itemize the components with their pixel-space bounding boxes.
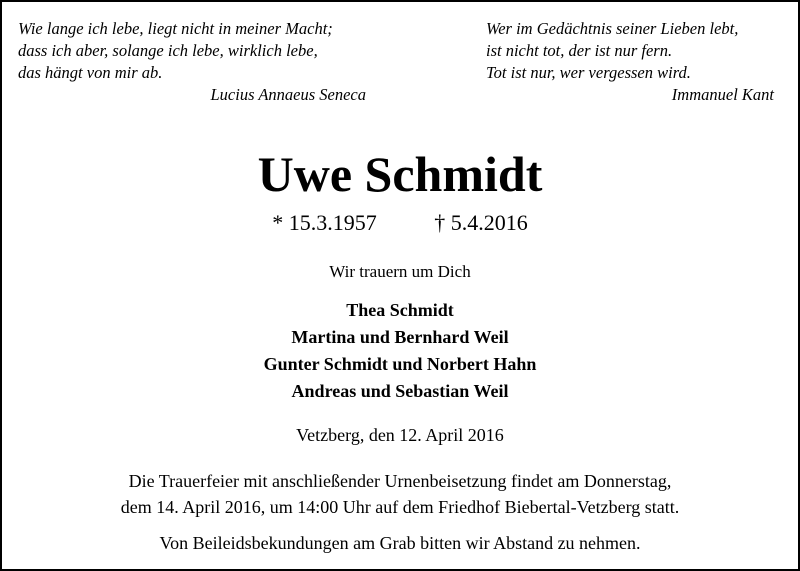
funeral-line: Die Trauerfeier mit anschließender Urnenbeisetzung findet am Donnerstag,	[128, 471, 672, 491]
family-member: Martina und Bernhard Weil	[291, 327, 509, 347]
quote-author: Lucius Annaeus Seneca	[210, 85, 366, 104]
quote-line: ist nicht tot, der ist nur fern.	[486, 41, 673, 60]
family-list	[2, 297, 798, 405]
family-member: Gunter Schmidt und Norbert Hahn	[263, 354, 537, 374]
condolence-note: Von Beileidsbekundungen am Grab bitten wir Abstand zu nehmen.	[159, 533, 641, 553]
life-dates	[2, 208, 798, 238]
deceased-name: Uwe Schmidt	[257, 146, 543, 202]
family-member: Andreas und Sebastian Weil	[291, 381, 509, 401]
birth-date: * 15.3.1957	[272, 210, 377, 235]
funeral-details	[2, 468, 798, 520]
quote-line: dass ich aber, solange ich lebe, wirklich lebe,	[18, 41, 318, 60]
quote-kant	[486, 18, 786, 106]
quote-author: Immanuel Kant	[671, 85, 774, 104]
quote-line: Wer im Gedächtnis seiner Lieben lebt,	[486, 19, 739, 38]
family-member: Thea Schmidt	[346, 300, 454, 320]
funeral-line: dem 14. April 2016, um 14:00 Uhr auf dem Friedhof Biebertal-Vetzberg statt.	[120, 497, 680, 517]
place-and-date: Vetzberg, den 12. April 2016	[296, 425, 504, 445]
quote-line: Tot ist nur, wer vergessen wird.	[486, 63, 691, 82]
quote-line: das hängt von mir ab.	[18, 63, 163, 82]
death-date: † 5.4.2016	[434, 210, 528, 235]
mourning-text: Wir trauern um Dich	[329, 262, 471, 281]
quote-seneca	[18, 18, 378, 106]
quote-line: Wie lange ich lebe, liegt nicht in meiner Macht;	[18, 19, 333, 38]
